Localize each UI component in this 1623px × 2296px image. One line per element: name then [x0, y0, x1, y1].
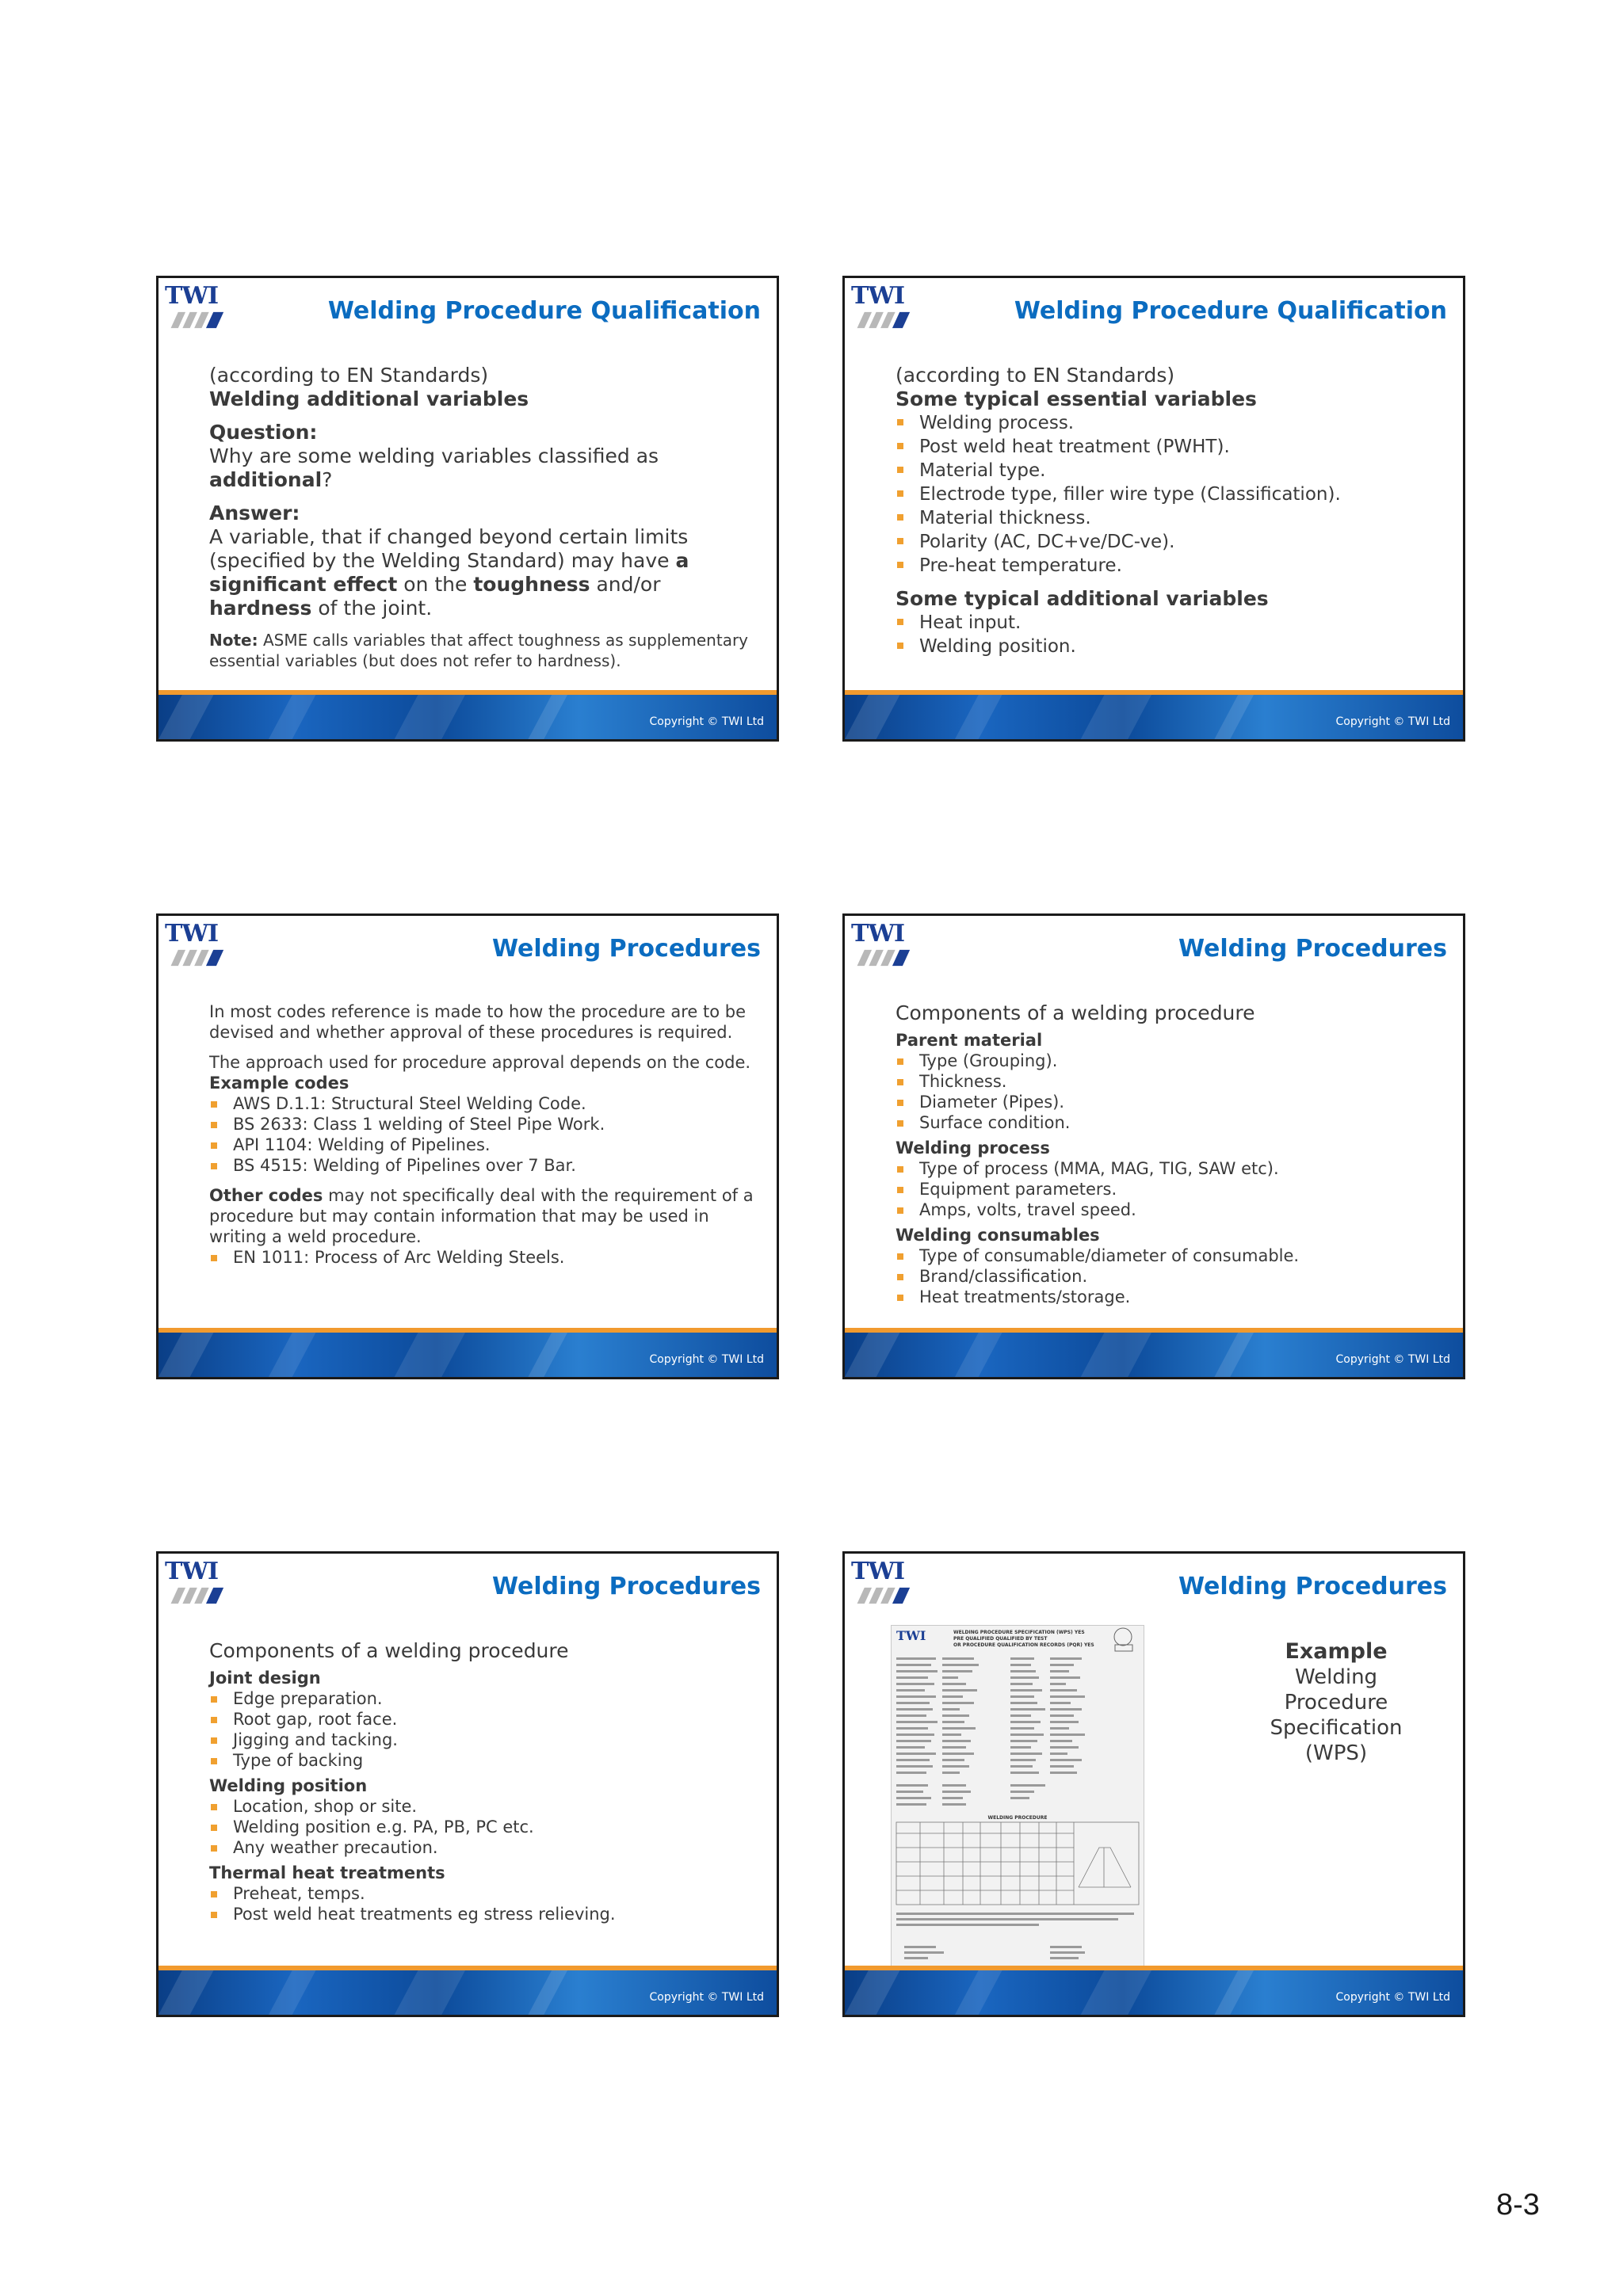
copyright: Copyright © TWI Ltd	[649, 1991, 764, 2004]
slide-footer	[845, 1328, 1463, 1377]
twi-logo	[851, 284, 915, 329]
copyright: Copyright © TWI Ltd	[1335, 1991, 1450, 2004]
heading: Parent material	[896, 1031, 1043, 1050]
question-text: Why are some welding variables classified as additional?	[209, 444, 659, 491]
list-item: Any weather precaution.	[209, 1837, 756, 1858]
list-item: API 1104: Welding of Pipelines.	[209, 1135, 756, 1155]
list-item: Welding position.	[896, 635, 1442, 658]
list-item: Location, shop or site.	[209, 1796, 756, 1817]
twi-logo	[165, 284, 228, 329]
twi-logo-bars-icon	[853, 949, 911, 967]
copyright: Copyright © TWI Ltd	[649, 1353, 764, 1366]
paragraph: The approach used for procedure approval depends on the code.	[209, 1053, 751, 1072]
svg-text:TWI: TWI	[896, 1628, 926, 1643]
slide-title: Welding Procedures	[1178, 1573, 1447, 1600]
subtitle: (according to EN Standards)	[896, 364, 1175, 387]
list-item: Type (Grouping).	[896, 1051, 1442, 1071]
answer-text: A variable, that if changed beyond certain limits (specified by the Welding Standard) may have a significant effect on the toughness and/or hardness of the joint.	[209, 525, 689, 620]
list-item: Root gap, root face.	[209, 1709, 756, 1730]
list-item: AWS D.1.1: Structural Steel Welding Code.	[209, 1093, 756, 1114]
example-line: Procedure	[1284, 1691, 1388, 1714]
list-item: Heat input.	[896, 611, 1442, 635]
list-item: Preheat, temps.	[209, 1883, 756, 1904]
slide-body	[209, 1639, 756, 1924]
slide-body	[209, 364, 756, 671]
example-line: Welding	[1294, 1665, 1378, 1689]
twi-logo-text: TWI	[851, 920, 905, 948]
joint-design-list	[209, 1688, 756, 1771]
copyright: Copyright © TWI Ltd	[649, 715, 764, 728]
twi-logo-bars-icon	[853, 1587, 911, 1604]
heading: Some typical essential variables	[896, 387, 1257, 410]
twi-logo	[851, 1560, 915, 1604]
other-codes-list	[209, 1247, 756, 1268]
list-item: Type of consumable/diameter of consumable.	[896, 1245, 1442, 1266]
slide-footer	[845, 690, 1463, 739]
list-item: Post weld heat treatment (PWHT).	[896, 435, 1442, 459]
twi-logo	[851, 922, 915, 967]
slide-footer	[158, 1328, 777, 1377]
slide-footer	[158, 1966, 777, 2015]
list-item: Polarity (AC, DC+ve/DC-ve).	[896, 530, 1442, 554]
svg-text:WELDING PROCEDURE: WELDING PROCEDURE	[987, 1815, 1048, 1821]
list-item: Diameter (Pipes).	[896, 1092, 1442, 1112]
slide-2	[842, 276, 1465, 742]
welding-position-list	[209, 1796, 756, 1858]
slide-3	[156, 913, 779, 1379]
subtitle: (according to EN Standards)	[209, 364, 489, 387]
twi-logo-bars-icon	[166, 311, 225, 329]
welding-process-list	[896, 1158, 1442, 1220]
subtitle: Components of a welding procedure	[209, 1639, 569, 1662]
slide-title: Welding Procedures	[1178, 935, 1447, 963]
list-item: EN 1011: Process of Arc Welding Steels.	[209, 1247, 756, 1268]
slide-4	[842, 913, 1465, 1379]
example-codes-list	[209, 1093, 756, 1176]
twi-logo-text: TWI	[851, 1558, 905, 1585]
list-item: Type of backing	[209, 1750, 756, 1771]
list-item: Welding position e.g. PA, PB, PC etc.	[209, 1817, 756, 1837]
list-item: BS 2633: Class 1 welding of Steel Pipe Work.	[209, 1114, 756, 1135]
list-item: Heat treatments/storage.	[896, 1287, 1442, 1307]
paragraph: Other codes may not specifically deal with the requirement of a procedure but may contain information that may be used in writing a weld procedure.	[209, 1186, 754, 1246]
list-item: Thickness.	[896, 1071, 1442, 1092]
heading: Welding process	[896, 1138, 1050, 1158]
list-item: Pre-heat temperature.	[896, 554, 1442, 578]
example-heading: Example	[1285, 1639, 1388, 1664]
slide-title: Welding Procedures	[491, 1573, 761, 1600]
copyright: Copyright © TWI Ltd	[1335, 1353, 1450, 1366]
slide-title: Welding Procedure Qualification	[327, 297, 761, 325]
svg-text:WELDING PROCEDURE SPECIFICATIO: WELDING PROCEDURE SPECIFICATION (WPS) YES	[953, 1630, 1085, 1635]
slide-footer	[158, 690, 777, 739]
parent-material-list	[896, 1051, 1442, 1133]
list-item: Surface condition.	[896, 1112, 1442, 1133]
list-item: Material thickness.	[896, 506, 1442, 530]
heading: Welding additional variables	[209, 387, 529, 410]
slide-6	[842, 1551, 1465, 2017]
copyright: Copyright © TWI Ltd	[1335, 715, 1450, 728]
twi-logo-text: TWI	[165, 1558, 219, 1585]
slide-5	[156, 1551, 779, 2017]
slide-body	[896, 1001, 1442, 1307]
twi-logo-text: TWI	[165, 282, 219, 310]
question-label: Question:	[209, 421, 318, 444]
wps-document-image	[891, 1625, 1144, 1969]
slide-footer	[845, 1966, 1463, 2015]
list-item: Edge preparation.	[209, 1688, 756, 1709]
slide-title: Welding Procedures	[491, 935, 761, 963]
slide-body	[209, 1001, 756, 1268]
list-item: Type of process (MMA, MAG, TIG, SAW etc).	[896, 1158, 1442, 1179]
thermal-heat-treatments-list	[209, 1883, 756, 1924]
heading: Joint design	[209, 1669, 321, 1688]
list-item: Post weld heat treatments eg stress relieving.	[209, 1904, 756, 1924]
svg-text:PRE QUALIFIED QUALIFI: PRE QUALIFIED QUALIFIED BY TEST	[953, 1636, 1048, 1642]
heading: Welding position	[209, 1776, 368, 1795]
list-item: Electrode type, filler wire type (Classification).	[896, 482, 1442, 506]
svg-text:OR PROCEDURE QUALIFICATION REC: OR PROCEDURE QUALIFICATION RECORDS (PQR) YES	[953, 1642, 1094, 1648]
subtitle: Components of a welding procedure	[896, 1001, 1255, 1024]
welding-consumables-list	[896, 1245, 1442, 1307]
paragraph: In most codes reference is made to how the procedure are to be devised and whether approval of these procedures is required.	[209, 1002, 747, 1042]
list-item: BS 4515: Welding of Pipelines over 7 Bar.	[209, 1155, 756, 1176]
answer-label: Answer:	[209, 502, 300, 524]
twi-logo-bars-icon	[166, 1587, 225, 1604]
example-line: Specification	[1270, 1716, 1403, 1740]
twi-logo-bars-icon	[166, 949, 225, 967]
note: Note: ASME calls variables that affect toughness as supplementary essential variables (but does not refer to hardness).	[209, 631, 749, 670]
slide-body	[896, 364, 1442, 658]
slide-title: Welding Procedure Qualification	[1014, 297, 1447, 325]
example-caption	[1241, 1639, 1431, 1766]
wps-form-thumbnail-icon	[892, 1626, 1144, 1968]
heading: Welding consumables	[896, 1226, 1100, 1245]
twi-logo	[165, 922, 228, 967]
list-item: Brand/classification.	[896, 1266, 1442, 1287]
heading: Example codes	[209, 1074, 349, 1093]
heading: Some typical additional variables	[896, 587, 1269, 610]
page-number: 8-3	[1496, 2188, 1540, 2222]
list-item: Amps, volts, travel speed.	[896, 1199, 1442, 1220]
example-line: (WPS)	[1304, 1741, 1368, 1765]
twi-logo	[165, 1560, 228, 1604]
heading: Thermal heat treatments	[209, 1863, 445, 1882]
list-item: Welding process.	[896, 411, 1442, 435]
slide-1	[156, 276, 779, 742]
twi-logo-text: TWI	[851, 282, 905, 310]
essential-variables-list	[896, 411, 1442, 578]
list-item: Equipment parameters.	[896, 1179, 1442, 1199]
twi-logo-text: TWI	[165, 920, 219, 948]
list-item: Material type.	[896, 459, 1442, 482]
list-item: Jigging and tacking.	[209, 1730, 756, 1750]
additional-variables-list	[896, 611, 1442, 658]
twi-logo-bars-icon	[853, 311, 911, 329]
